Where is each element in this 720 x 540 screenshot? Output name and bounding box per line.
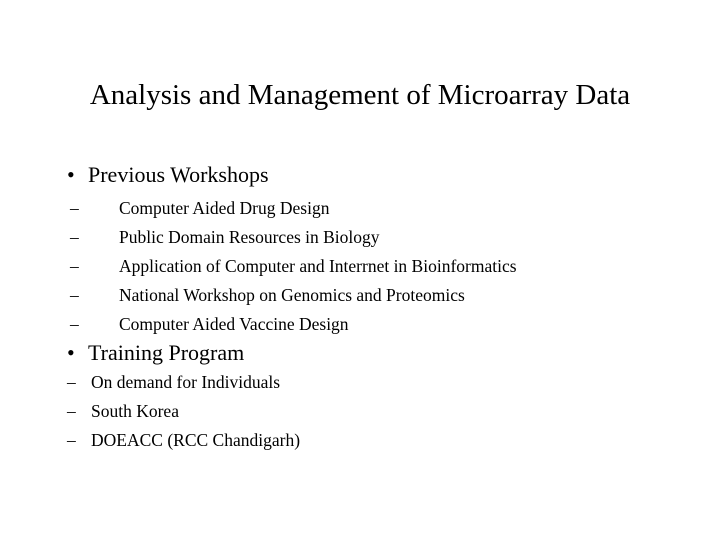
list-item-text: On demand for Individuals bbox=[91, 372, 281, 392]
bullet-item bbox=[60, 338, 700, 368]
dash-icon: – bbox=[70, 227, 79, 247]
list-item bbox=[70, 281, 700, 310]
list-item-text: DOEACC (RCC Chandigarh) bbox=[91, 430, 301, 450]
list-item-text: National Workshop on Genomics and Proteomics bbox=[119, 285, 465, 305]
list-item-text: Application of Computer and Interrnet in Bioinformatics bbox=[119, 256, 517, 276]
list-item-text: Computer Aided Drug Design bbox=[119, 198, 330, 218]
list-item bbox=[70, 310, 700, 339]
slide-title: Analysis and Management of Microarray Data bbox=[89, 79, 631, 111]
dash-icon: – bbox=[70, 285, 79, 305]
dash-icon: – bbox=[70, 198, 79, 218]
bullet-item bbox=[60, 160, 700, 190]
section-heading: Previous Workshops bbox=[88, 162, 269, 187]
bullet-icon: • bbox=[67, 162, 75, 187]
list-item bbox=[67, 397, 700, 426]
dash-icon: – bbox=[70, 314, 79, 334]
list-item bbox=[70, 252, 700, 281]
section-previous-workshops bbox=[60, 160, 700, 339]
sub-list bbox=[70, 194, 700, 339]
list-item-text: South Korea bbox=[91, 401, 179, 421]
list-item bbox=[70, 194, 700, 223]
section-heading: Training Program bbox=[88, 340, 245, 365]
sub-list bbox=[67, 368, 700, 455]
dash-icon: – bbox=[67, 372, 76, 392]
list-item bbox=[70, 223, 700, 252]
list-item-text: Computer Aided Vaccine Design bbox=[119, 314, 349, 334]
bullet-icon: • bbox=[67, 340, 75, 365]
dash-icon: – bbox=[67, 430, 76, 450]
list-item bbox=[67, 426, 700, 455]
list-item bbox=[67, 368, 700, 397]
section-training-program bbox=[60, 338, 700, 455]
dash-icon: – bbox=[70, 256, 79, 276]
list-item-text: Public Domain Resources in Biology bbox=[119, 227, 380, 247]
dash-icon: – bbox=[67, 401, 76, 421]
